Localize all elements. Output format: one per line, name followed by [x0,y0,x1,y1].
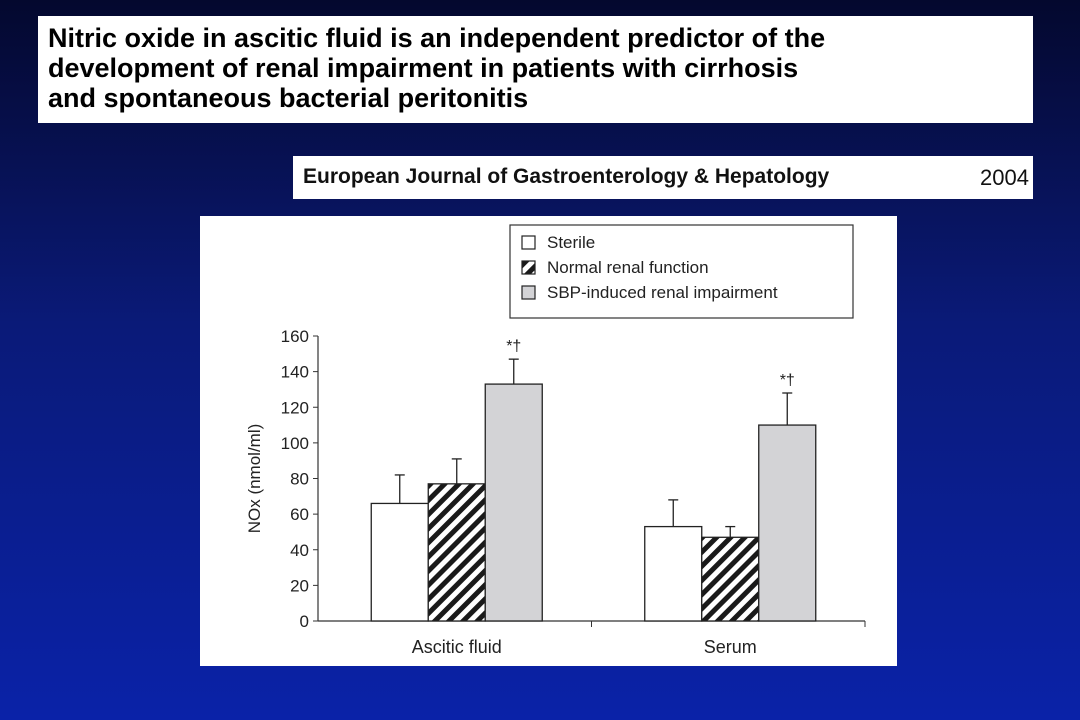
title-line-1: Nitric oxide in ascitic fluid is an independent predictor of the [48,23,826,53]
chart-panel [200,216,897,666]
legend-label: Sterile [547,233,596,252]
journal-name: European Journal of Gastroenterology & Hepatology [303,165,830,188]
y-tick-label: 120 [280,398,309,418]
title-line-3: and spontaneous bacterial peritonitis [48,83,529,113]
legend-label: SBP-induced renal impairment [547,283,778,302]
significance-annotation: *† [779,372,795,389]
legend-swatch [522,236,535,249]
y-axis-label: NOx (nmol/ml) [245,423,264,534]
y-tick-label: 140 [280,362,309,382]
bar [702,537,759,621]
citation-panel [293,156,1033,199]
y-tick-label: 100 [280,433,309,453]
y-tick-label: 20 [290,576,309,596]
legend-label: Normal renal function [547,258,709,277]
bar [759,425,816,621]
publication-year: 2004 [980,165,1029,190]
legend-swatch [522,261,535,274]
y-tick-label: 60 [290,505,309,525]
x-tick-label: Ascitic fluid [411,637,502,657]
significance-annotation: *† [506,338,522,356]
y-tick-label: 160 [280,327,309,346]
title-panel [38,16,1033,123]
x-tick-label: Serum [703,637,757,657]
bar [371,503,428,621]
legend-swatch [522,286,535,299]
bar [645,527,702,621]
y-tick-label: 40 [290,540,309,560]
bar [428,484,485,621]
bar-chart [200,216,897,666]
y-tick-label: 80 [290,469,309,489]
title-line-2: development of renal impairment in patients with cirrhosis [48,53,799,83]
bar [485,384,542,621]
y-tick-label: 0 [299,612,309,631]
